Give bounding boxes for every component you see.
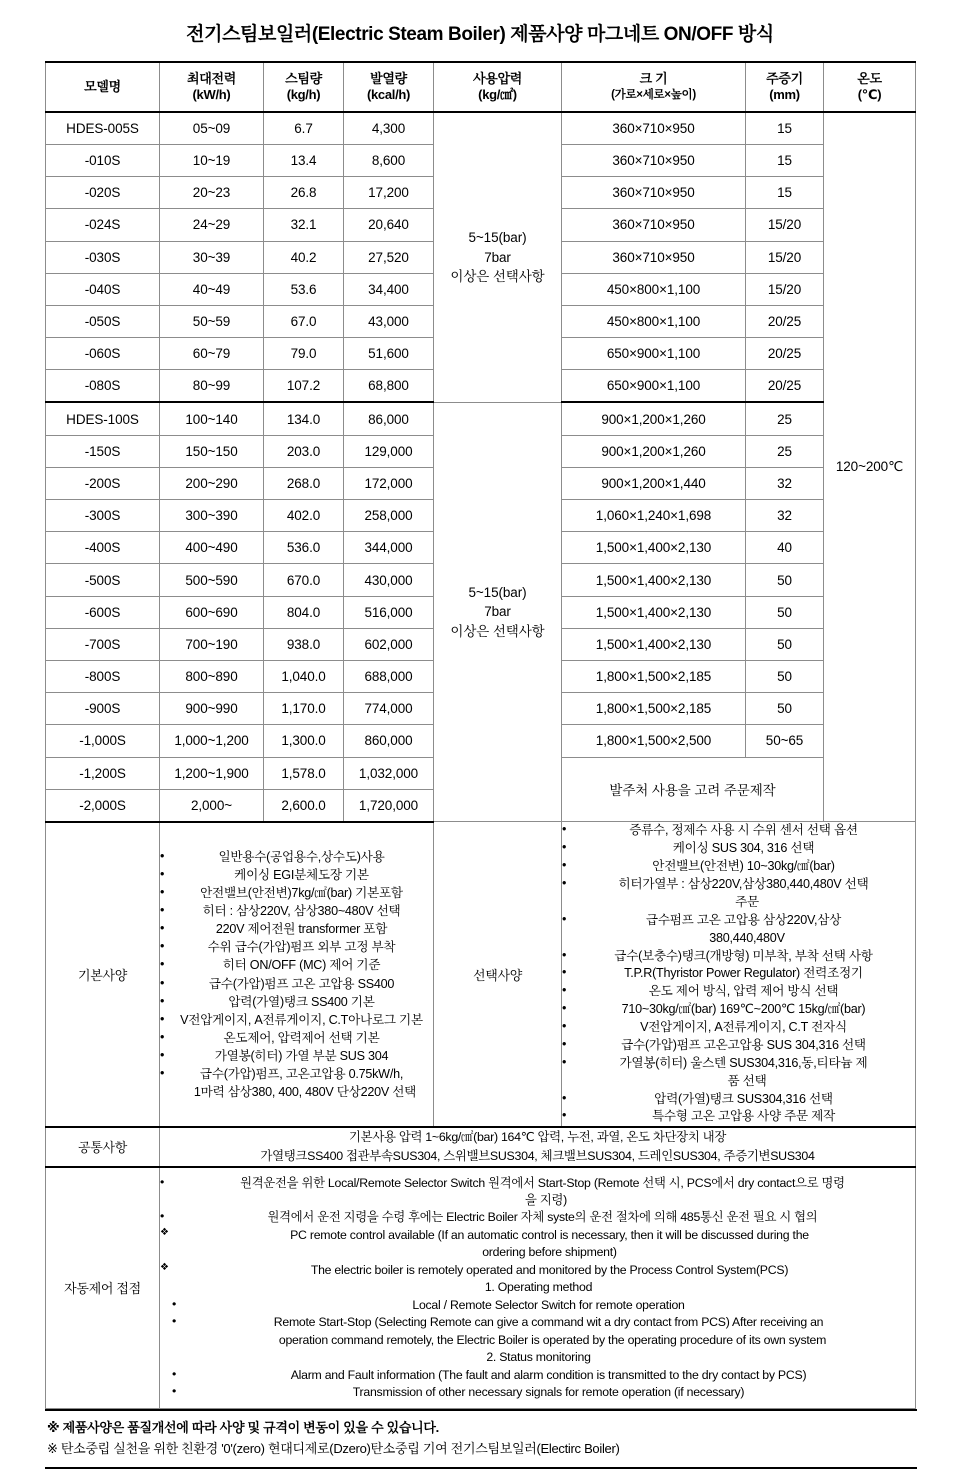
cell-steam: 402.0 (264, 500, 344, 532)
cell-size: 360×710×950 (562, 144, 746, 176)
cell-steam: 26.8 (264, 177, 344, 209)
cell-power: 10~19 (160, 144, 264, 176)
cell-heat: 27,520 (344, 241, 434, 273)
cell-model: -080S (46, 370, 160, 403)
cell-steampipe: 50~65 (746, 725, 824, 757)
cell-steampipe: 50 (746, 564, 824, 596)
cell-model: -2,000S (46, 789, 160, 822)
col-header-steam: 스팀량 (kg/h) (264, 62, 344, 112)
cell-heat: 688,000 (344, 660, 434, 692)
list-item-continuation: 1마력 삼상380, 400, 480V 단상220V 선택 (193, 1085, 417, 1100)
list-item: • 가열봉(히터) 울스텐 SUS304,316,동,티타늄 제 (562, 1055, 915, 1073)
page-title: 전기스팀보일러(Electric Steam Boiler) 제품사양 마그네트 ON/OFF 방식 (186, 24, 774, 45)
cell-pressure-group2: 5~15(bar) 7bar 이상은 선택사항 (434, 402, 562, 821)
cell-power: 1,200~1,900 (160, 757, 264, 789)
list-item-diamond: ❖ The electric boiler is remotely operated and monitored by the Process Control System(PCS) (160, 1262, 915, 1279)
cell-steam: 268.0 (264, 467, 344, 499)
list-item: • 압력(가열)탱크 SUS304,316 선택 (562, 1091, 915, 1109)
list-item: • 가열봉(히터) 가열 부분 SUS 304 (160, 1047, 433, 1065)
cell-size: 1,500×1,400×2,130 (562, 564, 746, 596)
cell-steam: 1,300.0 (264, 725, 344, 757)
cell-steampipe: 20/25 (746, 338, 824, 370)
cell-steam: 32.1 (264, 209, 344, 241)
cell-size: 900×1,200×1,260 (562, 435, 746, 467)
cell-steampipe: 32 (746, 500, 824, 532)
table-header-row (46, 62, 916, 112)
cell-model: -200S (46, 467, 160, 499)
common-spec-content (160, 1127, 916, 1166)
cell-steam: 67.0 (264, 305, 344, 337)
list-item: • 일반용수(공업용수,상수도)사용 (160, 848, 433, 866)
cell-size: 1,500×1,400×2,130 (562, 628, 746, 660)
cell-size: 650×900×1,100 (562, 370, 746, 403)
col-header-temperature: 온도 (℃) (824, 62, 916, 112)
list-item: • 압력(가열)탱크 SS400 기본 (160, 993, 433, 1011)
cell-model: -1,000S (46, 725, 160, 757)
cell-model: -020S (46, 177, 160, 209)
cell-steampipe: 50 (746, 660, 824, 692)
footer-note-1: ※ 제품사양은 품질개선에 따라 사양 및 규격이 변동이 있을 수 있습니다. (47, 1420, 439, 1436)
cell-heat: 4,300 (344, 112, 434, 145)
cell-heat: 430,000 (344, 564, 434, 596)
col-header-model: 모델명 (46, 62, 160, 112)
cell-steam: 804.0 (264, 596, 344, 628)
cell-heat: 20,640 (344, 209, 434, 241)
cell-size: 450×800×1,100 (562, 305, 746, 337)
auto-control-content (160, 1167, 916, 1409)
cell-steampipe: 15 (746, 112, 824, 145)
list-item-sub: • Transmission of other necessary signals for remote operation (if necessary) (160, 1384, 915, 1401)
cell-steam: 6.7 (264, 112, 344, 145)
list-item: • 급수펌프 고온 고압용 삼상220V,삼상 (562, 912, 915, 930)
cell-power: 700~190 (160, 628, 264, 660)
cell-steam: 13.4 (264, 144, 344, 176)
cell-power: 800~890 (160, 660, 264, 692)
cell-heat: 43,000 (344, 305, 434, 337)
auto-control-label: 자동제어 접점 (46, 1167, 160, 1409)
cell-steampipe: 32 (746, 467, 824, 499)
col-header-size: 크 기 (가로×세로×높이) (562, 62, 746, 112)
cell-steampipe: 20/25 (746, 370, 824, 403)
cell-steam: 79.0 (264, 338, 344, 370)
cell-size: 1,500×1,400×2,130 (562, 596, 746, 628)
cell-power: 05~09 (160, 112, 264, 145)
list-item: • 온도제어, 압력제어 선택 기본 (160, 1029, 433, 1047)
cell-model: -040S (46, 273, 160, 305)
auto-control-row (46, 1167, 916, 1409)
list-item-sub: • Remote Start-Stop (Selecting Remote can give a command wit a dry contact from PCS) After receiving an (160, 1314, 915, 1331)
list-item: • 히터 : 삼상220V, 삼상380~480V 선택 (160, 902, 433, 920)
list-item: • 안전밸브(안전변) 10~30kg/㎠(bar) (562, 858, 915, 876)
list-item-continuation: operation command remotely, the Electric Boiler is operated by the operating procedure of its own system (278, 1332, 827, 1347)
cell-model: HDES-005S (46, 112, 160, 145)
cell-pressure-group1: 5~15(bar) 7bar 이상은 선택사항 (434, 112, 562, 403)
common-spec-line: 가열탱크SS400 접관부속SUS304, 스위밸브SUS304, 체크밸브SUS304, 드레인SUS304, 주증기변SUS304 (260, 1148, 815, 1163)
cell-temperature: 120~200℃ (824, 112, 916, 822)
list-item: • 케이싱 SUS 304, 316 선택 (562, 840, 915, 858)
cell-model: -900S (46, 693, 160, 725)
cell-heat: 86,000 (344, 402, 434, 435)
cell-power: 50~59 (160, 305, 264, 337)
list-item: • 특수형 고온 고압용 사양 주문 제작 (562, 1108, 915, 1126)
cell-heat: 68,800 (344, 370, 434, 403)
cell-steampipe: 50 (746, 628, 824, 660)
cell-steam: 53.6 (264, 273, 344, 305)
cell-size: 1,800×1,500×2,185 (562, 693, 746, 725)
footer-notes (45, 1409, 917, 1468)
cell-size: 360×710×950 (562, 177, 746, 209)
list-item: • 급수(가압)펌프 고온 고압용 SS400 (160, 975, 433, 993)
cell-heat: 8,600 (344, 144, 434, 176)
table-row (46, 402, 916, 435)
cell-power: 300~390 (160, 500, 264, 532)
col-header-heat: 발열량 (kcal/h) (344, 62, 434, 112)
spec-comparison-row (46, 822, 916, 1127)
cell-size: 450×800×1,100 (562, 273, 746, 305)
cell-heat: 860,000 (344, 725, 434, 757)
col-header-steampipe: 주증기 (mm) (746, 62, 824, 112)
list-item: • 수위 급수(가압)펌프 외부 고정 부착 (160, 938, 433, 956)
cell-power: 60~79 (160, 338, 264, 370)
cell-steam: 1,578.0 (264, 757, 344, 789)
cell-steam: 1,040.0 (264, 660, 344, 692)
cell-heat: 602,000 (344, 628, 434, 660)
col-header-pressure: 사용압력 (kg/㎠) (434, 62, 562, 112)
list-item-numbered: 1. Operating method (484, 1280, 593, 1295)
cell-heat: 51,600 (344, 338, 434, 370)
footer-note-2: ※ 탄소중립 실천을 위한 친환경 '0'(zero) 현대디제로(Dzero)탄소중립 기여 전기스팀보일러(Electirc Boiler) (47, 1440, 620, 1456)
table-body (46, 112, 916, 1409)
cell-steampipe: 20/25 (746, 305, 824, 337)
list-item: • 원격에서 운전 지령을 수령 후에는 Electric Boiler 자체 syste의 운전 절차에 의해 485통신 운전 필요 시 협의 (160, 1209, 915, 1226)
cell-size: 360×710×950 (562, 112, 746, 145)
basic-spec-list (160, 822, 434, 1127)
cell-power: 24~29 (160, 209, 264, 241)
cell-steampipe: 25 (746, 402, 824, 435)
cell-power: 30~39 (160, 241, 264, 273)
cell-model: -700S (46, 628, 160, 660)
cell-steam: 536.0 (264, 532, 344, 564)
list-item-sub: • Local / Remote Selector Switch for remote operation (160, 1297, 915, 1314)
cell-size: 1,500×1,400×2,130 (562, 532, 746, 564)
list-item: • 급수(가압)펌프, 고온고압용 0.75kW/h, (160, 1065, 433, 1083)
cell-steam: 40.2 (264, 241, 344, 273)
list-item: • 원격운전을 위한 Local/Remote Selector Switch 원격에서 Start-Stop (Remote 선택 시, PCS에서 dry contact으로 명령 (160, 1175, 915, 1192)
cell-power: 20~23 (160, 177, 264, 209)
cell-steampipe: 40 (746, 532, 824, 564)
list-item: • 증류수, 정제수 사용 시 수위 센서 선택 옵션 (562, 822, 915, 840)
cell-model: -024S (46, 209, 160, 241)
cell-power: 150~150 (160, 435, 264, 467)
optional-spec-list (562, 822, 916, 1127)
list-item-continuation: ordering before shipment) (482, 1245, 617, 1260)
list-item-continuation: 380,440,480V (709, 930, 785, 945)
cell-size: 1,800×1,500×2,500 (562, 725, 746, 757)
list-item: • 220V 제어전원 transformer 포함 (160, 920, 433, 938)
cell-size: 360×710×950 (562, 241, 746, 273)
cell-made-to-order: 발주처 사용을 고려 주문제작 (562, 757, 824, 822)
cell-size: 900×1,200×1,440 (562, 467, 746, 499)
cell-heat: 344,000 (344, 532, 434, 564)
col-header-power: 최대전력 (kW/h) (160, 62, 264, 112)
cell-model: -800S (46, 660, 160, 692)
cell-power: 1,000~1,200 (160, 725, 264, 757)
cell-model: -600S (46, 596, 160, 628)
cell-steampipe: 15/20 (746, 273, 824, 305)
list-item-sub: • Alarm and Fault information (The fault and alarm condition is transmitted to the dry contact by PCS) (160, 1367, 915, 1384)
common-spec-row (46, 1127, 916, 1166)
cell-heat: 774,000 (344, 693, 434, 725)
cell-model: -030S (46, 241, 160, 273)
cell-steampipe: 15 (746, 177, 824, 209)
basic-spec-label: 기본사양 (46, 822, 160, 1127)
list-item: • T.P.R(Thyristor Power Regulator) 전력조정기 (562, 965, 915, 983)
cell-heat: 34,400 (344, 273, 434, 305)
list-item: • 급수(보충수)탱크(개방형) 미부착, 부착 선택 사항 (562, 948, 915, 966)
cell-heat: 516,000 (344, 596, 434, 628)
cell-model: -400S (46, 532, 160, 564)
cell-steam: 203.0 (264, 435, 344, 467)
cell-size: 650×900×1,100 (562, 338, 746, 370)
cell-steampipe: 50 (746, 596, 824, 628)
cell-model: -010S (46, 144, 160, 176)
list-item-continuation: 을 지령) (525, 1192, 567, 1207)
list-item-continuation: 주문 (735, 894, 759, 909)
list-item: • 온도 제어 방식, 압력 제어 방식 선택 (562, 983, 915, 1001)
list-item: • 히터가열부 : 삼상220V,삼상380,440,480V 선택 (562, 876, 915, 894)
list-item-continuation: 품 선택 (727, 1073, 767, 1088)
cell-steampipe: 25 (746, 435, 824, 467)
cell-power: 400~490 (160, 532, 264, 564)
cell-steam: 938.0 (264, 628, 344, 660)
cell-heat: 258,000 (344, 500, 434, 532)
cell-size: 900×1,200×1,260 (562, 402, 746, 435)
cell-heat: 129,000 (344, 435, 434, 467)
cell-power: 600~690 (160, 596, 264, 628)
cell-steampipe: 50 (746, 693, 824, 725)
cell-steam: 670.0 (264, 564, 344, 596)
cell-power: 80~99 (160, 370, 264, 403)
list-item: • V전압게이지, A전류게이지, C.T 전자식 (562, 1019, 915, 1037)
cell-steampipe: 15/20 (746, 241, 824, 273)
table-row (46, 112, 916, 145)
cell-model: -500S (46, 564, 160, 596)
cell-power: 900~990 (160, 693, 264, 725)
list-item: • 안전밸브(안전변)7kg/㎠(bar) 기본포함 (160, 884, 433, 902)
cell-power: 2,000~ (160, 789, 264, 822)
list-item: • V전압게이지, A전류게이지, C.T아나로그 기본 (160, 1011, 433, 1029)
cell-model: -060S (46, 338, 160, 370)
cell-heat: 1,032,000 (344, 757, 434, 789)
cell-size: 1,800×1,500×2,185 (562, 660, 746, 692)
cell-steampipe: 15 (746, 144, 824, 176)
list-item: • 케이싱 EGI분체도장 기본 (160, 866, 433, 884)
common-spec-line: 기본사용 압력 1~6kg/㎠(bar) 164℃ 압력, 누전, 과열, 온도 차단장치 내장 (349, 1130, 726, 1145)
list-item: • 710~30kg/㎠(bar) 169℃~200℃ 15kg/㎠(bar) (562, 1001, 915, 1019)
specification-table (45, 61, 916, 1410)
cell-steam: 2,600.0 (264, 789, 344, 822)
cell-power: 40~49 (160, 273, 264, 305)
cell-steam: 107.2 (264, 370, 344, 403)
list-item: • 급수(가압)펌프 고온고압용 SUS 304,316 선택 (562, 1037, 915, 1055)
cell-model: -1,200S (46, 757, 160, 789)
cell-model: -150S (46, 435, 160, 467)
cell-model: HDES-100S (46, 402, 160, 435)
list-item: • 히터 ON/OFF (MC) 제어 기준 (160, 956, 433, 974)
common-spec-label: 공통사항 (46, 1127, 160, 1166)
cell-heat: 1,720,000 (344, 789, 434, 822)
cell-model: -300S (46, 500, 160, 532)
cell-power: 500~590 (160, 564, 264, 596)
optional-spec-label: 선택사양 (434, 822, 562, 1127)
cell-steampipe: 15/20 (746, 209, 824, 241)
list-item-numbered: 2. Status monitoring (486, 1350, 591, 1365)
cell-size: 360×710×950 (562, 209, 746, 241)
cell-heat: 17,200 (344, 177, 434, 209)
cell-steam: 134.0 (264, 402, 344, 435)
cell-steam: 1,170.0 (264, 693, 344, 725)
cell-size: 1,060×1,240×1,698 (562, 500, 746, 532)
list-item-diamond: ❖ PC remote control available (If an automatic control is necessary, then it will be discussed during the (160, 1227, 915, 1244)
cell-heat: 172,000 (344, 467, 434, 499)
cell-power: 100~140 (160, 402, 264, 435)
cell-model: -050S (46, 305, 160, 337)
cell-power: 200~290 (160, 467, 264, 499)
